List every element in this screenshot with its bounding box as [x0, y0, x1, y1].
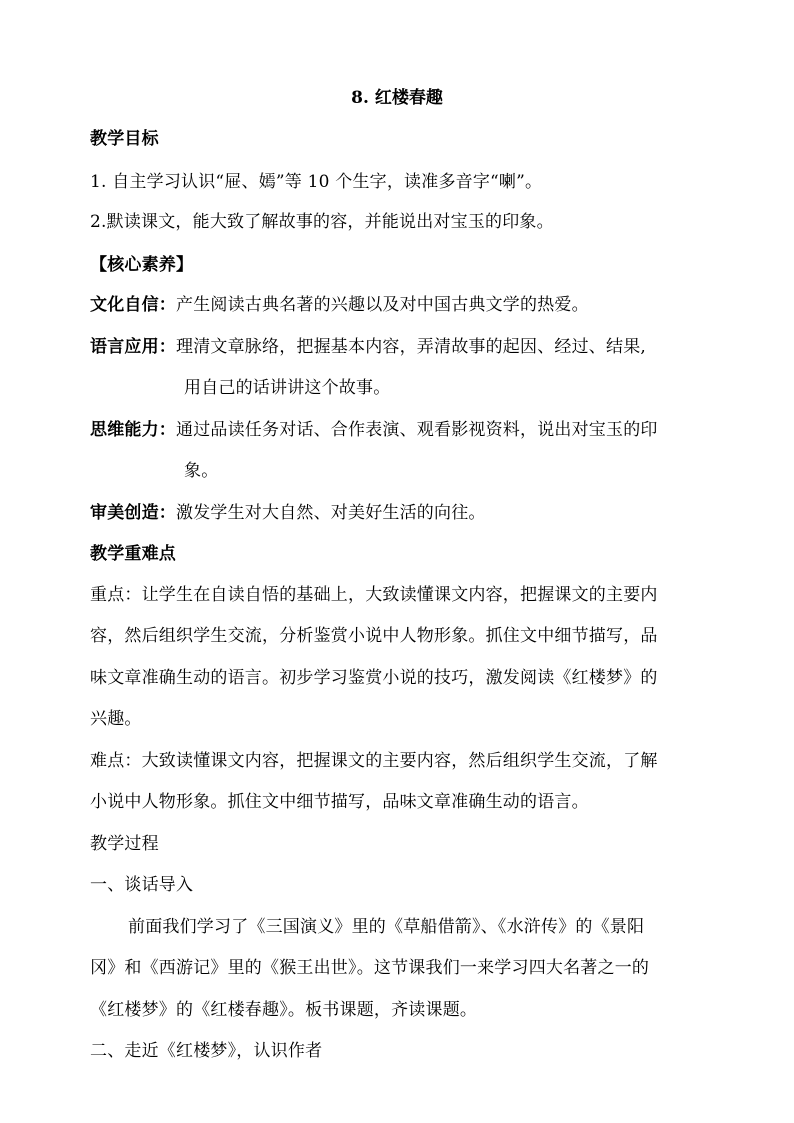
- intro-paragraph-line-2: 冈》和《西游记》里的《猴王出世》。这节课我们一来学习四大名著之一的: [90, 958, 650, 978]
- process-heading: 教学过程: [90, 834, 159, 854]
- goals-heading: 教学目标: [90, 129, 159, 149]
- language-row: [90, 335, 710, 359]
- difficulty-line-2: 小说中人物形象。抓住文中细节描写，品味文章准确生动的语言。: [90, 792, 589, 812]
- section-heading-1: 一、谈话导入: [90, 875, 194, 895]
- goal-item-1: 1. 自主学习认识“屉、嫣”等 10 个生字，读准多音字“喇”。: [90, 172, 543, 192]
- literacy-heading: 【核心素养】: [90, 255, 194, 275]
- culture-label: 文化自信：: [90, 295, 176, 315]
- language-text-continued: 用自己的话讲讲这个故事。: [184, 378, 391, 398]
- key-point-line-1: 重点：让学生在自读自悟的基础上，大致读懂课文内容，把握课文的主要内: [90, 585, 658, 605]
- aesthetic-text: 激发学生对大自然、对美好生活的向往。: [176, 503, 486, 523]
- thinking-text: 通过品读任务对话、合作表演、观看影视资料，说出对宝玉的印: [176, 420, 658, 440]
- page-title: 8. 红楼春趣: [351, 88, 443, 108]
- key-point-line-3: 味文章准确生动的语言。初步学习鉴赏小说的技巧，激发阅读《红楼梦》的: [90, 668, 658, 688]
- thinking-text-continued: 象。: [184, 461, 219, 481]
- thinking-row: [90, 418, 710, 442]
- aesthetic-row: [90, 501, 710, 525]
- intro-paragraph-line-1: 前面我们学习了《三国演义》里的《草船借箭》、《水浒传》的《景阳: [128, 917, 645, 937]
- culture-text: 产生阅读古典名著的兴趣以及对中国古典文学的热爱。: [176, 295, 589, 315]
- thinking-label: 思维能力：: [90, 420, 176, 440]
- difficulty-line-1: 难点：大致读懂课文内容，把握课文的主要内容，然后组织学生交流，了解: [90, 751, 658, 771]
- key-point-line-4: 兴趣。: [90, 709, 142, 729]
- culture-row: [90, 293, 710, 317]
- key-heading: 教学重难点: [90, 544, 176, 564]
- language-label: 语言应用：: [90, 337, 176, 357]
- section-heading-2: 二、走近《红楼梦》，认识作者: [90, 1041, 323, 1061]
- language-text: 理清文章脉络，把握基本内容，弄清故事的起因、经过、结果,: [176, 337, 647, 357]
- intro-paragraph-line-3: 《红楼梦》的《红楼春趣》。板书课题，齐读课题。: [90, 1000, 478, 1020]
- key-point-line-2: 容，然后组织学生交流，分析鉴赏小说中人物形象。抓住文中细节描写，品: [90, 626, 658, 646]
- aesthetic-label: 审美创造：: [90, 503, 176, 523]
- goal-item-2: 2.默读课文，能大致了解故事的容，并能说出对宝玉的印象。: [90, 212, 554, 232]
